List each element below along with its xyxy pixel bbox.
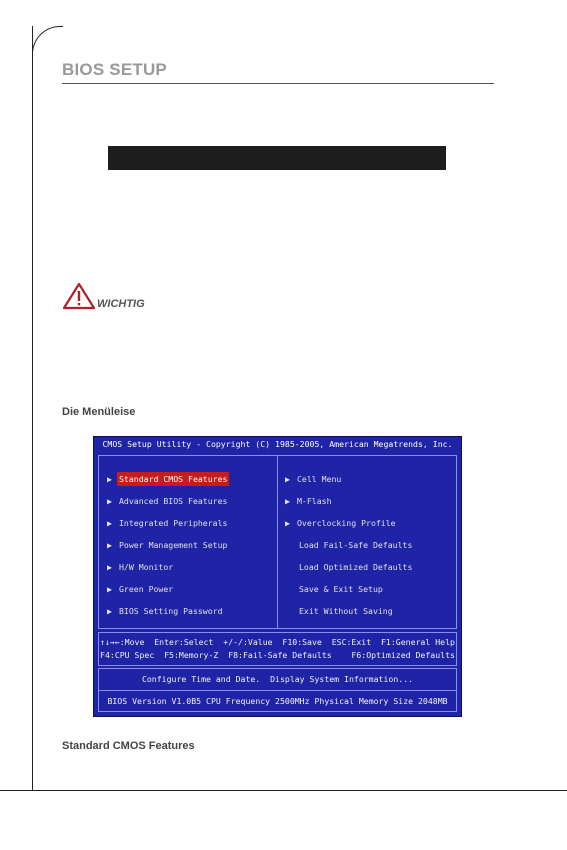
bios-item-exit-without-saving[interactable]: Exit Without Saving xyxy=(299,606,393,616)
arrow-right-icon: ▶ xyxy=(107,540,112,550)
arrow-right-icon: ▶ xyxy=(107,518,112,528)
arrow-right-icon: ▶ xyxy=(285,518,290,528)
bios-item-cell-menu[interactable]: ▶ Cell Menu xyxy=(285,474,342,484)
bios-status-text: BIOS Version V1.0B5 CPU Frequency 2500MHz Physical Memory Size 2048MB xyxy=(107,696,448,706)
page-frame-left xyxy=(32,26,33,791)
bios-item-hw-monitor[interactable]: ▶ H/W Monitor xyxy=(107,562,174,572)
bios-item-power-management[interactable]: ▶ Power Management Setup xyxy=(107,540,228,550)
bios-item-overclocking-profile[interactable]: ▶ Overclocking Profile xyxy=(285,518,396,528)
bios-help-panel xyxy=(98,668,457,712)
bios-item-standard-cmos[interactable]: ▶ Standard CMOS Features xyxy=(107,474,228,484)
bios-key-legend xyxy=(98,632,457,666)
arrow-right-icon: ▶ xyxy=(285,496,290,506)
bios-item-bios-password[interactable]: ▶ BIOS Setting Password xyxy=(107,606,223,616)
title-underline xyxy=(62,83,494,84)
bios-column-divider xyxy=(277,456,278,628)
bios-item-load-optimized[interactable]: Load Optimized Defaults xyxy=(299,562,413,572)
page-frame-corner xyxy=(32,26,63,57)
bios-help-divider xyxy=(99,690,456,691)
warning-icon xyxy=(62,282,96,315)
bios-item-save-exit[interactable]: Save & Exit Setup xyxy=(299,584,383,594)
bios-item-advanced-bios[interactable]: ▶ Advanced BIOS Features xyxy=(107,496,228,506)
bios-item-green-power[interactable]: ▶ Green Power xyxy=(107,584,174,594)
bios-main-menu xyxy=(98,455,457,629)
arrow-right-icon: ▶ xyxy=(107,606,112,616)
section-heading-standard-cmos: Standard CMOS Features xyxy=(62,740,195,752)
page-frame-bottom xyxy=(0,790,567,791)
arrow-right-icon: ▶ xyxy=(285,474,290,484)
bios-screenshot xyxy=(93,436,462,717)
arrow-right-icon: ▶ xyxy=(107,562,112,572)
bios-help-text: Configure Time and Date. Display System Information... xyxy=(141,674,414,684)
bios-header: CMOS Setup Utility - Copyright (C) 1985-2005, American Megatrends, Inc. xyxy=(102,439,453,449)
key-legend-line-2: F4:CPU Spec F5:Memory-Z F8:Fail-Safe Defaults F6:Optimized Defaults xyxy=(100,650,455,660)
arrow-right-icon: ▶ xyxy=(107,584,112,594)
bios-right-column xyxy=(285,472,414,626)
redacted-bar xyxy=(108,146,446,170)
arrow-right-icon: ▶ xyxy=(107,496,112,506)
bios-item-load-failsafe[interactable]: Load Fail-Safe Defaults xyxy=(299,540,413,550)
section-heading-menubar: Die Menüleise xyxy=(62,406,136,418)
warning-label: WICHTIG xyxy=(97,298,145,310)
key-legend-line-1: ↑↓→←:Move Enter:Select +/-/:Value F10:Save ESC:Exit F1:General Help xyxy=(100,637,455,647)
bios-left-column xyxy=(107,472,229,626)
bios-item-m-flash[interactable]: ▶ M-Flash xyxy=(285,496,332,506)
page-title: BIOS SETUP xyxy=(62,60,167,79)
bios-item-integrated-peripherals[interactable]: ▶ Integrated Peripherals xyxy=(107,518,228,528)
arrow-right-icon: ▶ xyxy=(107,474,112,484)
